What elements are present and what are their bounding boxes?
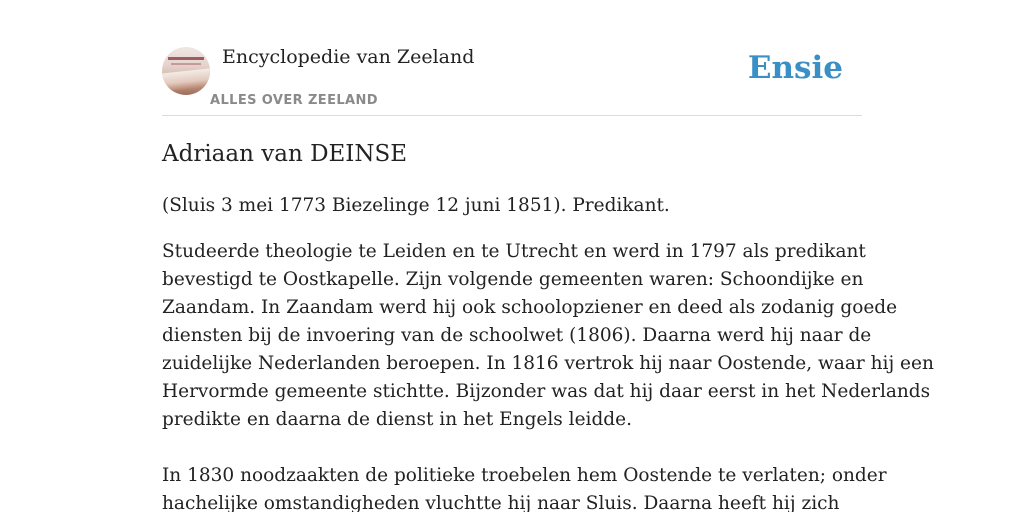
paragraph-line: bevestigd te Oostkapelle. Zijn volgende gemeenten waren: Schoondijke en (162, 269, 864, 290)
avatar-book-image (162, 68, 210, 92)
site-title-link[interactable]: Encyclopedie van Zeeland (222, 46, 475, 68)
paragraph-line: predikte en daarna de dienst in het Engels leidde. (162, 409, 632, 430)
paragraph-line: Hervormde gemeente stichtte. Bijzonder was dat hij daar eerst in het Nederlands (162, 381, 931, 402)
entry-content (162, 138, 934, 512)
avatar-decoration (171, 63, 201, 65)
avatar-decoration (168, 57, 204, 60)
paragraph-line: hachelijke omstandigheden vluchtte hij naar Sluis. Daarna heeft hij zich (162, 493, 840, 512)
entry-paragraph (162, 238, 934, 434)
paragraph-line: In 1830 noodzaakten de politieke troebelen hem Oostende te verlaten; onder (162, 465, 887, 486)
site-avatar[interactable] (162, 47, 210, 95)
paragraph-line: Studeerde theologie te Leiden en te Utrecht en werd in 1797 als predikant (162, 241, 866, 262)
entry-title: Adriaan van DEINSE (162, 141, 408, 167)
paragraph-line: diensten bij de invoering van de schoolwet (1806). Daarna werd hij naar de (162, 325, 872, 346)
paragraph-line: zuidelijke Nederlanden beroepen. In 1816 vertrok hij naar Oostende, waar hij een (162, 353, 934, 374)
entry-paragraph (162, 462, 887, 512)
ensie-logo-link[interactable]: Ensie (747, 50, 843, 86)
site-subtitle: ALLES OVER ZEELAND (210, 93, 378, 108)
paragraph-line: Zaandam. In Zaandam werd hij ook schoolopziener en deed als zodanig goede (162, 297, 898, 318)
entry-lead: (Sluis 3 mei 1773 Biezelinge 12 juni 1851). Predikant. (162, 195, 670, 216)
site-header (162, 44, 862, 116)
